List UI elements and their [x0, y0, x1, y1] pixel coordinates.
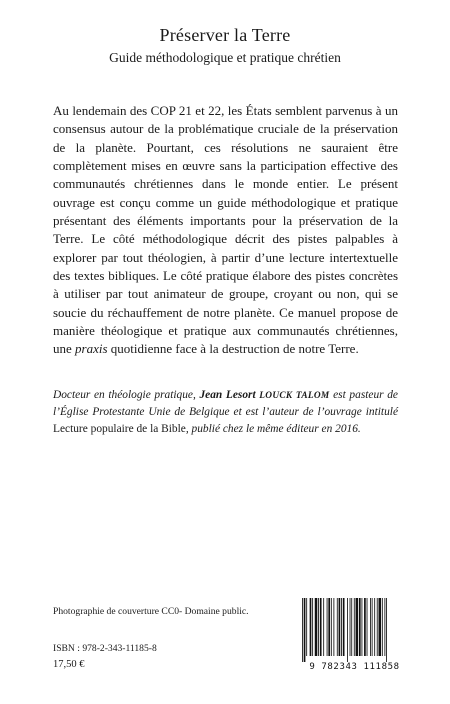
barcode-bar	[379, 598, 382, 656]
barcode-bar	[370, 598, 371, 656]
book-subtitle: Guide méthodologique et pratique chrétien	[109, 50, 341, 65]
barcode-bar	[312, 598, 313, 656]
barcode-bar	[310, 598, 312, 656]
barcode-bar	[315, 598, 318, 656]
barcode-bar	[386, 598, 387, 662]
barcode-digits: 9 782343 111858	[309, 662, 400, 672]
barcode-bar	[364, 598, 366, 656]
previous-book-title: Lecture populaire de la Bible	[53, 422, 186, 435]
barcode-bar	[356, 598, 359, 656]
summary-text-end: quotidienne face à la destruction de notre Terre.	[107, 341, 359, 357]
barcode-bar	[333, 598, 334, 656]
barcode-bar	[318, 598, 319, 656]
summary-italic-word: praxis	[75, 341, 108, 357]
barcode-bar	[323, 598, 324, 656]
isbn: ISBN : 978-2-343-11185-8	[53, 643, 157, 654]
author-first-name: Jean Lesort	[199, 389, 260, 401]
summary-text: Au lendemain des COP 21 et 22, les États semblent parvenus à un consensus autour de la problématique cruciale de la préservation de la planète. Pourtant, ces résolutions ne sauraient être complètement mises en œuvre sans la participation effective des communautés chrétiennes dans le monde entier. Le présent ouvrage est conçu comme un guide méthodologique et pratique présentant des éléments importants pour la préservation de la Terre. Le côté méthodologique décrit des pistes palpables à explorer par tout théologien, à partir d’une lecture intertextuelle des textes bibliques. Le côté pratique élabore des pistes concrètes à utiliser par tout animateur de groupe, croyant ou non, qui se soucie du réchauffement de notre planète. Ce manuel propose de manière théologique et pratique aux communautés chrétiennes, une	[53, 103, 398, 357]
barcode-bar	[374, 598, 375, 656]
barcode-bar	[337, 598, 338, 656]
barcode-bar	[331, 598, 332, 656]
barcode-bar	[372, 598, 373, 656]
barcode-bar	[341, 598, 342, 656]
barcode-bars	[296, 598, 413, 662]
author-bio	[53, 387, 398, 438]
barcode-bar	[351, 598, 352, 656]
barcode-bar	[347, 598, 348, 662]
barcode-bar	[359, 598, 361, 656]
barcode-bar	[302, 598, 303, 662]
barcode-bar	[382, 598, 383, 656]
barcode-bar	[377, 598, 378, 656]
barcode-bar	[362, 598, 363, 656]
author-last-name: LOUCK TALOM	[259, 391, 330, 401]
barcode-bar	[320, 598, 322, 656]
bio-intro: Docteur en théologie pratique,	[53, 389, 200, 401]
barcode-bar	[328, 598, 330, 656]
barcode	[296, 598, 413, 674]
book-title: Préserver la Terre	[159, 25, 291, 45]
barcode-bar	[306, 598, 307, 656]
price: 17,50 €	[53, 659, 85, 670]
barcode-bar	[327, 598, 328, 656]
barcode-bar	[350, 598, 351, 656]
bio-end: , publié chez le même éditeur en 2016.	[185, 422, 361, 435]
barcode-bar	[339, 598, 341, 656]
photo-credit: Photographie de couverture CC0- Domaine public.	[53, 606, 249, 617]
bio-middle: est pasteur de l’Église Protestante Unie de Belgique et est l’auteur de l’ouvrage intitulé	[53, 389, 398, 418]
barcode-bar	[367, 598, 368, 656]
barcode-bar	[304, 598, 306, 662]
barcode-bar	[354, 598, 355, 656]
barcode-bar	[343, 598, 345, 656]
summary-paragraph	[53, 102, 398, 359]
barcode-bar	[384, 598, 385, 656]
author-name	[199, 389, 329, 401]
